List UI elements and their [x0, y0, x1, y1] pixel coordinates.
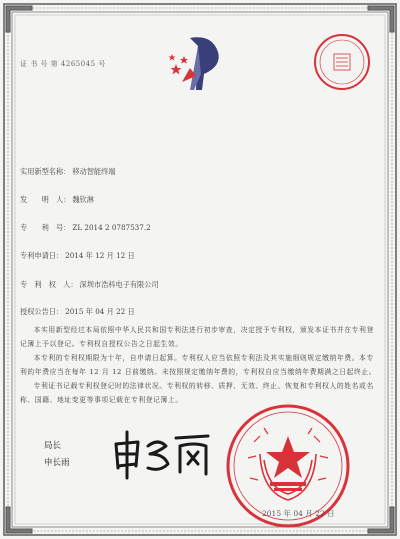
field-patent-number: 专 利 号： ZL 2014 2 0787537.2	[20, 223, 151, 232]
handwritten-signature-icon	[108, 424, 218, 482]
seal-date: 2015 年 04 月 22 日	[262, 509, 335, 518]
director-title: 局长	[44, 441, 62, 451]
field-application-date: 专利申请日： 2014 年 12 月 12 日	[20, 251, 135, 260]
certificate-number: 证 书 号 第 4265045 号	[20, 60, 106, 68]
patent-office-logo-icon	[168, 30, 234, 94]
field-utility-model-name: 实用新型名称： 移动智能终端	[20, 167, 116, 176]
paragraph-term-notice: 本专利的专利权期限为十年，自申请日起算。专利权人应当依照专利法及其实施细则规定缴纳年费。本专利的年费应当在每年 12 月 12 日前缴纳。未按照规定缴纳年费的，专利权自应当缴纳年费期满之日起终止。	[20, 354, 377, 376]
agency-stamp-icon	[312, 32, 372, 92]
director-name: 申长雨	[44, 458, 70, 468]
field-grant-date: 授权公告日： 2015 年 04 月 22 日	[20, 307, 135, 316]
paragraph-fee-notice: 专利证书记载专利权登记时的法律状况。专利权的转移、质押、无效、终止、恢复和专利权人的姓名或名称、国籍、地址变更等事项记载在专利登记簿上。	[20, 382, 374, 404]
field-inventor: 发 明 人： 魏钦淋	[20, 195, 94, 204]
paragraph-grant-notice: 本实用新型经过本局依照中华人民共和国专利法进行初步审查，决定授予专利权，颁发本证书并在专利登记簿上予以登记。专利权自授权公告之日起生效。	[20, 326, 374, 348]
field-patent-holder: 专 利 权 人： 深圳市浩科电子有限公司	[20, 280, 159, 289]
